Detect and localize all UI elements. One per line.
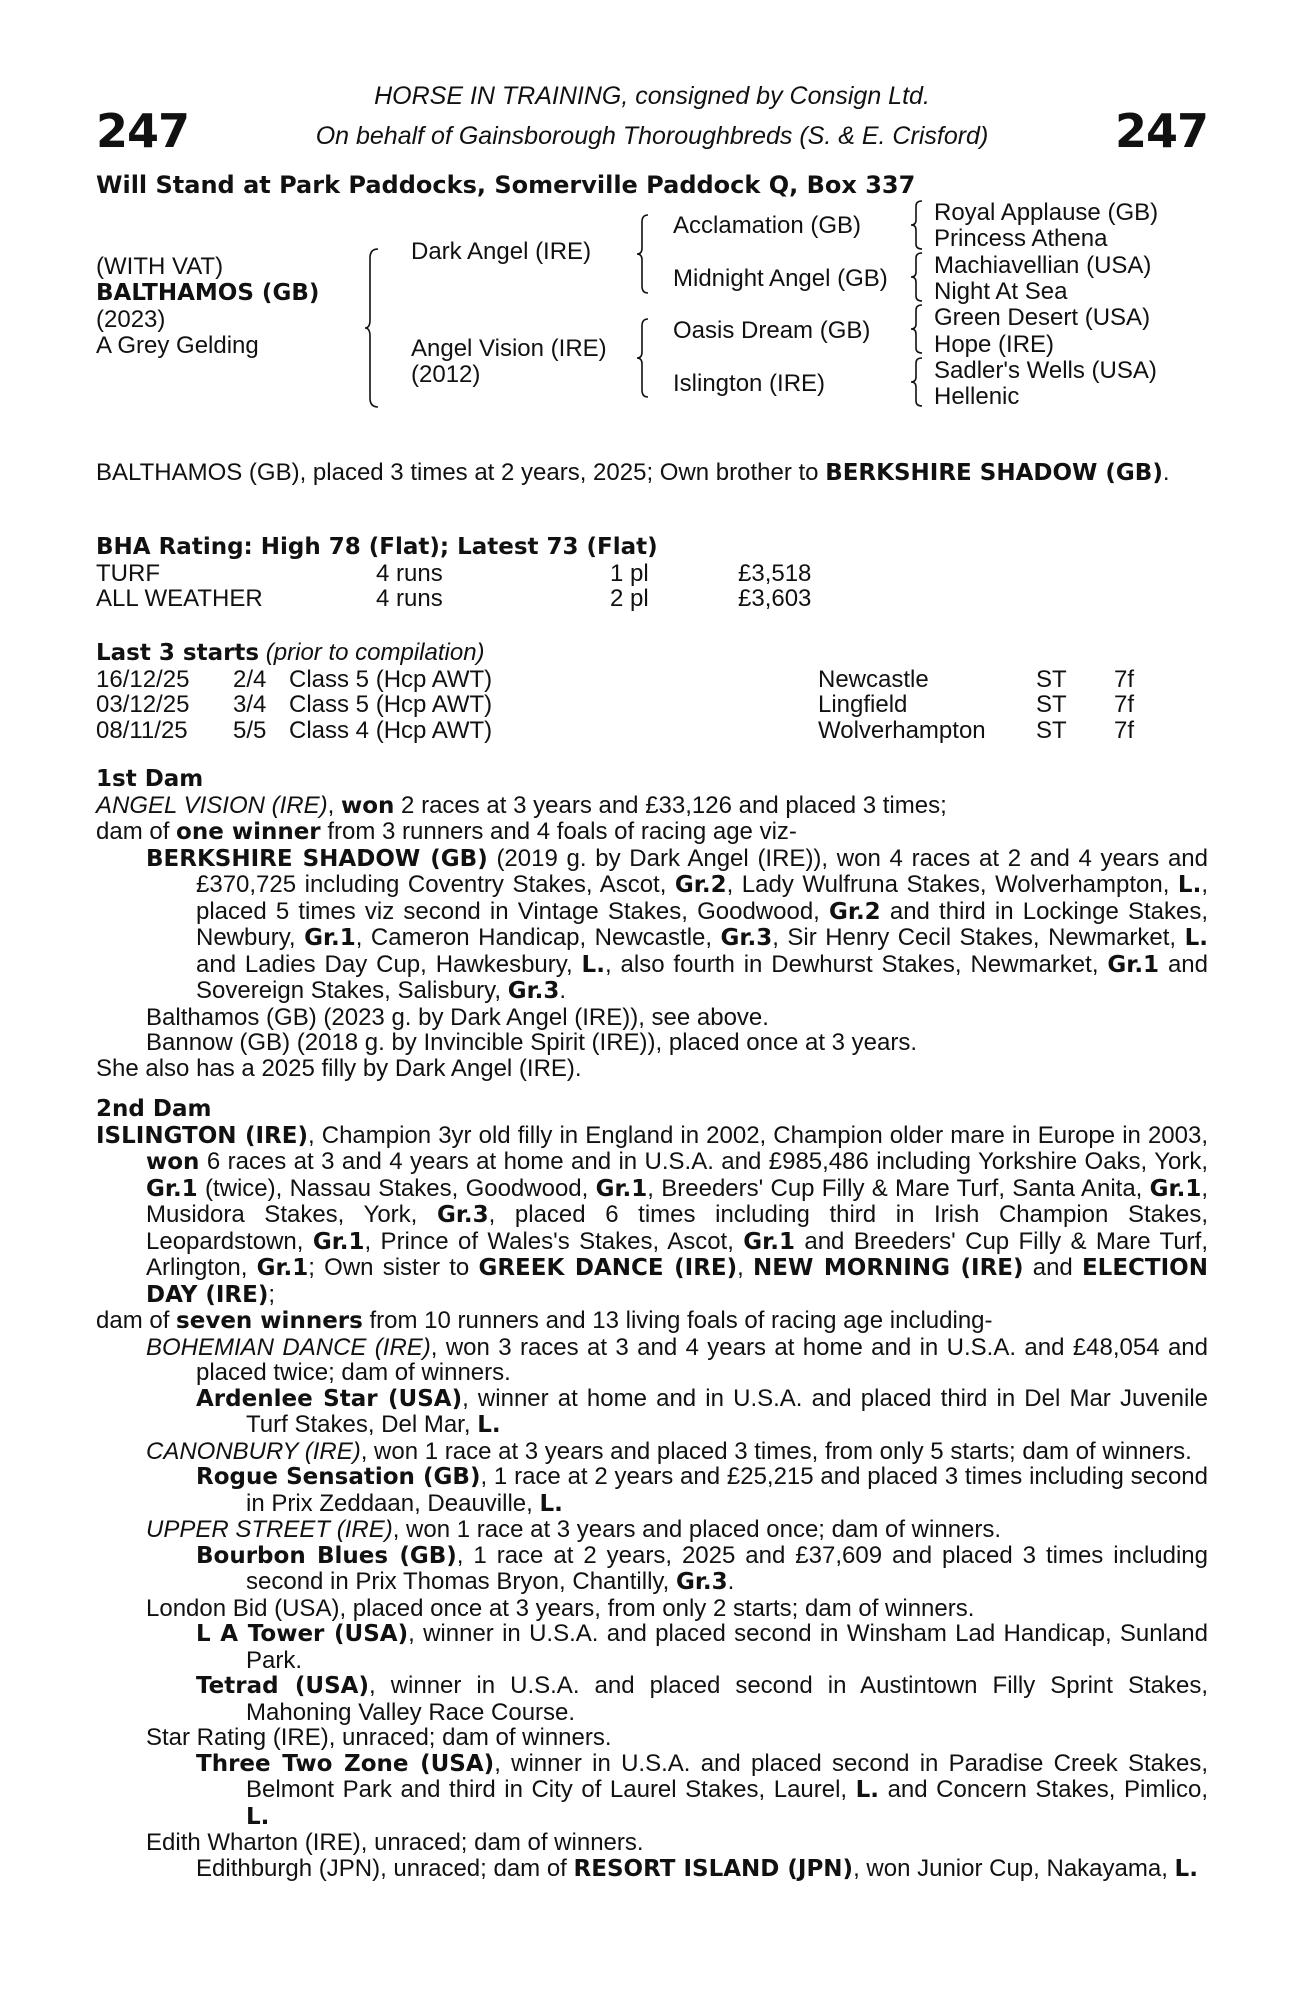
dam-of-text: dam of [96,818,177,845]
pedigree-brace [910,304,924,354]
start-row [96,692,1208,718]
last-starts-heading: Last 3 starts [96,640,260,666]
produce-entry: Star Rating (IRE), unraced; dam of winners. [146,1724,612,1751]
sire-sire-sire: Royal Applause (GB) [934,199,1159,226]
sire-dam: Midnight Angel (GB) [673,265,888,292]
grandproduce-entry: Ardenlee Star (USA), winner at home and in U.S.A. and placed third in Del Mar Juvenile Turf Stakes, Del Mar, L. [196,1384,1208,1438]
start-going: ST [1036,716,1067,744]
summary-end: . [1162,459,1170,486]
pedigree-brace [364,248,380,408]
start-course: Wolverhampton [818,716,986,744]
dam: Angel Vision (IRE) [411,335,607,362]
dam-year: (2012) [411,361,481,388]
summary [96,460,1208,487]
start-course: Lingfield [818,691,908,718]
sire-sire-dam: Princess Athena [934,225,1108,252]
winners-count: one winner [176,819,321,845]
sire-dam-sire: Machiavellian (USA) [934,252,1152,279]
dam-sire-dam: Hope (IRE) [934,331,1055,358]
grandproduce-entry: Bourbon Blues (GB), 1 race at 2 years, 2025 and £37,609 and placed 3 times including second in Prix Thomas Bryon, Chantilly, Gr.3. [196,1541,1209,1595]
first-dam-name: ANGEL VISION (IRE) [96,791,328,819]
horse-year: (2023) [96,306,166,333]
dam-sire-sire: Green Desert (USA) [934,304,1151,331]
dam-of-text: dam of [96,1307,177,1334]
vendor-line: On behalf of Gainsborough Thoroughbreds (S. & E. Crisford) [315,122,989,150]
second-dam-section [96,1097,1208,1882]
start-position: 5/5 [233,716,267,744]
dam-dam-sire: Sadler's Wells (USA) [934,357,1157,384]
start-position: 2/4 [233,665,267,693]
first-dam-section: 1st Dam ANGEL VISION (IRE), won 2 races at 3 years and £33,126 and placed 3 times; dam of one winner from 3 runners and 4 foals of racing age viz- BERKSHIRE SHADOW (GB) (2019 g. by Dark Angel (IRE)), won 4 races at 2 and 4 years and £370,725 including Coventry Stakes, Ascot, Gr.2, Lady Wulfruna Stakes, Wolverhampton, L., placed 5 times viz second in Vintage Stakes, Goodwood, Gr.2 and third in Lockinge Stakes, Newbury, Gr.1, Cameron Handicap, Newcastle, Gr.3, Sir Henry Cecil Stakes, Newmarket, L. and Ladies Day Cup, Hawkesbury, L., also fourth in Dewhurst Stakes, Newmarket, Gr.1 and Sovereign Stakes, Salisbury, Gr.3. Balthamos (GB) (2023 g. by Dark Angel (IRE)), see above. Bannow (GB) (2018 g. by Invincible Spirit (IRE)), placed once at 3 years. She also has a 2025 filly by Dark Angel (IRE). [96,766,1208,1082]
start-position: 3/4 [233,691,267,718]
start-distance: 7f [1114,665,1135,693]
winners-count: seven winners [176,1308,363,1334]
start-distance: 7f [1114,716,1135,744]
start-course: Newcastle [818,665,929,693]
pedigree-brace [636,214,650,294]
horse-name: BALTHAMOS (GB) [96,280,320,306]
grandproduce-entry: L A Tower (USA), winner in U.S.A. and placed second in Winsham Lad Handicap, Sunland Park. [196,1620,1208,1674]
produce-entry: CANONBURY (IRE), won 1 race at 3 years and placed 3 times, from only 5 starts; dam of winners. [146,1437,1192,1465]
sibling-name: BERKSHIRE SHADOW (GB) [825,460,1163,486]
start-date: 03/12/25 [96,691,190,718]
rating-runs: 4 runs [376,559,443,587]
second-dam-name: ISLINGTON (IRE) [96,1122,308,1149]
produce-note: She also has a 2025 filly by Dark Angel (IRE). [96,1054,582,1082]
pedigree-table [96,196,1208,421]
start-date: 08/11/25 [96,716,188,744]
produce-entry: BOHEMIAN DANCE (IRE), won 3 races at 3 and 4 years at home and in U.S.A. and £48,054 and placed twice; dam of winners. [146,1333,1208,1386]
start-going: ST [1036,691,1067,718]
last-starts [96,640,1208,743]
pedigree-brace [910,357,924,407]
consignor-line: HORSE IN TRAINING, consigned by Consign Ltd. [374,82,930,110]
rating-runs: 4 runs [376,585,443,612]
sire-sire: Acclamation (GB) [673,212,862,239]
stand-location: Will Stand at Park Paddocks, Somerville Paddock Q, Box 337 [96,171,916,199]
pedigree-brace [910,200,924,250]
horse-description: A Grey Gelding [96,332,259,359]
second-dam-record: ISLINGTON (IRE), Champion 3yr old filly in England in 2002, Champion older mare in Europe in 2003, won 6 races at 3 and 4 years at home and in U.S.A. and £985,486 including Yorkshire Oaks, York, Gr.1 (twice), Nassau Stakes, Goodwood, Gr.1, Breeders' Cup Filly & Mare Turf, Santa Anita, Gr.1, Musidora Stakes, York, Gr.3, placed 6 times including third in Irish Champion Stakes, Leopardstown, Gr.1, Prince of Wales's Stakes, Ascot, Gr.1 and Breeders' Cup Filly & Mare Turf, Arlington, Gr.1; Own sister to GREEK DANCE (IRE), NEW MORNING (IRE) and ELECTION DAY (IRE); [96,1121,1209,1308]
rating-row [96,586,1208,612]
produce-entry: Edith Wharton (IRE), unraced; dam of winners. [146,1829,644,1856]
lot-number-right: 247 [1114,104,1208,158]
produce-entry: Bannow (GB) (2018 g. by Invincible Spirit (IRE)), placed once at 3 years. [146,1029,918,1056]
last-starts-note: (prior to compilation) [265,639,485,666]
rating-row [96,561,1208,587]
grandproduce-entry: Edithburgh (JPN), unraced; dam of RESORT ISLAND (JPN), won Junior Cup, Nakayama, L. [196,1854,1198,1882]
pedigree-brace [910,252,924,302]
rating-placed: 2 pl [610,585,649,612]
produce-entry: BERKSHIRE SHADOW (GB) (2019 g. by Dark Angel (IRE)), won 4 races at 2 and 4 years and £370,725 including Coventry Stakes, Ascot, Gr.2, Lady Wulfruna Stakes, Wolverhampton, L., placed 5 times viz second in Vintage Stakes, Goodwood, Gr.2 and third in Lockinge Stakes, Newbury, Gr.1, Cameron Handicap, Newcastle, Gr.3, Sir Henry Cecil Stakes, Newmarket, L. and Ladies Day Cup, Hawkesbury, L., also fourth in Dewhurst Stakes, Newmarket, Gr.1 and Sovereign Stakes, Salisbury, Gr.3. [146,844,1208,1004]
first-dam-heading: 1st Dam [96,766,204,792]
start-row [96,667,1208,693]
rating-placed: 1 pl [610,559,649,587]
start-race: Class 5 (Hcp AWT) [289,665,493,693]
rating-block [96,535,1208,612]
dam-of-text: from 10 runners and 13 living foals of racing age including- [362,1307,993,1334]
produce-entry: London Bid (USA), placed once at 3 years, from only 2 starts; dam of winners. [146,1594,975,1622]
sire: Dark Angel (IRE) [411,238,592,265]
produce-name: BERKSHIRE SHADOW (GB) [146,845,488,872]
first-dam-record: 2 races at 3 years and £33,126 and placed 3 times; [394,791,947,819]
start-row [96,718,1208,744]
dam-dam-dam: Hellenic [934,383,1020,410]
grandproduce-entry: Three Two Zone (USA), winner in U.S.A. and placed second in Paradise Creek Stakes, Belmont Park and third in City of Laurel Stakes, Laurel, L. and Concern Stakes, Pimlico, L. [196,1749,1208,1830]
produce-entry: Balthamos (GB) (2023 g. by Dark Angel (IRE)), see above. [146,1003,769,1031]
lot-number-left: 247 [96,104,190,158]
vat-note: (WITH VAT) [96,253,224,280]
dam-of-text: from 3 runners and 4 foals of racing age viz- [320,818,797,845]
start-going: ST [1036,665,1067,693]
rating-heading: BHA Rating: High 78 (Flat); Latest 73 (Flat) [96,534,658,560]
catalogue-page [96,0,1208,2000]
second-dam-heading: 2nd Dam [96,1096,212,1122]
dam-dam: Islington (IRE) [673,370,826,397]
produce-entry: UPPER STREET (IRE), won 1 race at 3 years and placed once; dam of winners. [146,1516,1002,1543]
dam-sire: Oasis Dream (GB) [673,317,871,344]
sire-dam-dam: Night At Sea [934,278,1068,305]
start-race: Class 4 (Hcp AWT) [289,716,493,744]
rating-surface: ALL WEATHER [96,585,263,612]
start-distance: 7f [1114,691,1135,718]
start-date: 16/12/25 [96,665,190,693]
summary-text: BALTHAMOS (GB), placed 3 times at 2 years, 2025; Own brother to [96,459,826,486]
won-label: won [340,792,395,819]
grandproduce-entry: Rogue Sensation (GB), 1 race at 2 years and £25,215 and placed 3 times including second in Prix Zeddaan, Deauville, L. [196,1463,1209,1517]
start-race: Class 5 (Hcp AWT) [289,691,493,718]
rating-prize: £3,603 [738,585,812,612]
pedigree-brace [636,318,650,398]
rating-surface: TURF [96,559,160,587]
grandproduce-entry: Tetrad (USA), winner in U.S.A. and placed second in Austintown Filly Sprint Stakes, Mahoning Valley Race Course. [196,1672,1208,1726]
rating-prize: £3,518 [738,559,812,587]
